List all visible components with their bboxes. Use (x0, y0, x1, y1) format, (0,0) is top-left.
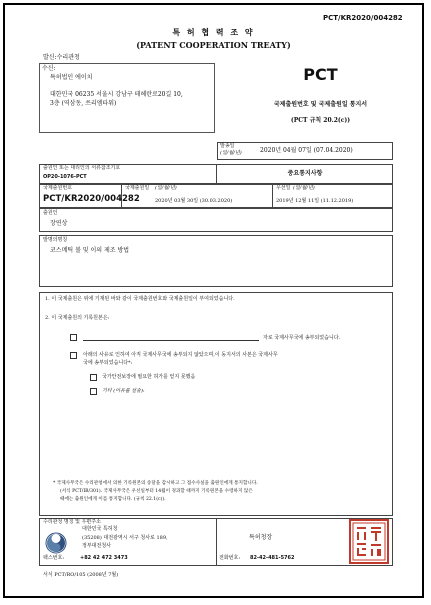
recipient-label: 수신: (42, 65, 56, 72)
office-line3: 정부대전청사 (82, 543, 111, 549)
authorized-officer: 특허청장 (249, 534, 273, 541)
reference-label: 출원인 또는 대리인의 서류참조기호 (43, 165, 121, 171)
recipient-address-line1: 대한민국 06235 서울시 강남구 테헤란로20길 10, (50, 91, 183, 98)
filing-date-label-sub: (일/월/년) (155, 185, 177, 191)
recipient-name: 특허법인 에이치 (50, 74, 93, 81)
invention-value: 코스메틱 볼 및 이의 제조 방법 (50, 247, 130, 254)
footnote-line2: (서식 PCT/IB/301). 국제사무국은 우선일부터 14월이 경과할 때까지 기록원본을 수령하지 않은 (60, 489, 253, 494)
option-not-transmitted-line2: 국에 송부되었습니다*: (83, 360, 133, 366)
reason-security-text: 국가안전보장에 필요한 허가를 얻지 못했음 (102, 374, 196, 380)
form-title-heading: 국제출원번호 및 국제출원일 통지서 (273, 101, 368, 108)
option-transmitted-checkbox[interactable] (70, 334, 77, 341)
reason-security-checkbox[interactable] (90, 374, 97, 381)
notice-item-2: 2. 이 국제출원의 기록원본은: (45, 315, 110, 321)
footnote-line3: 때에는 출원인에게 이를 통지합니다. (규칙 22.1(c)). (60, 497, 166, 502)
form-id: 서식 PCT/RO/105 (2008년 7월) (43, 572, 119, 578)
office-label: 수리관청 명칭 및 우편주소 (43, 519, 101, 525)
option-transmitted-text: 자로 국제사무국에 송부되었습니다. (263, 335, 341, 341)
document-number: PCT/KR2020/004282 (323, 14, 403, 22)
invention-row (39, 235, 393, 287)
reference-value: OP20-1076-PCT (43, 174, 87, 180)
mailing-date-label: 발송일 (220, 143, 235, 149)
notice-item-1: 1. 이 국제출원은 위에 기재된 바와 같이 국제출원번호와 국제출원일이 부여되었습니다. (45, 296, 235, 302)
filing-date-value: 2020년 03월 30일 (30.03.2020) (155, 198, 233, 204)
korea-emblem-icon (45, 532, 67, 554)
priority-date-label-sub: (일/월/년) (293, 185, 315, 191)
office-line1: 대한민국 특허청 (82, 526, 118, 532)
priority-date-value: 2019년 12월 11일 (11.12.2019) (276, 198, 354, 204)
form-title-pct: PCT (303, 65, 338, 84)
fax-value: +82 42 472 3473 (80, 555, 128, 561)
priority-date-label: 우선일 (276, 185, 291, 191)
recipient-address-line2: 3층 (역삼동, 쓰리엠타워) (50, 100, 117, 107)
footer-divider (216, 518, 217, 566)
mailing-date-value: 2020년 04월 07일 (07.04.2020) (260, 147, 353, 154)
application-number-label: 국제출원번호 (43, 185, 72, 191)
important-notice: 중요통지사항 (287, 170, 323, 177)
fax-label: 팩스번호: (43, 555, 65, 561)
office-line2: (35208) 대전광역시 서구 청사로 189, (82, 535, 168, 541)
reason-other-checkbox[interactable] (90, 388, 97, 395)
application-divider-2 (272, 184, 273, 208)
footnote-line1: * 국제사무국은 수리관청에서 의한 기록원본의 송달을 감시하고 그 접수사실을 출원인에게 통지합니다. (53, 481, 258, 486)
option-not-transmitted-checkbox[interactable] (70, 352, 77, 359)
form-title-rule: (PCT 규칙 20.2(c)) (290, 117, 351, 124)
header-title-en: (PATENT COOPERATION TREATY) (136, 40, 291, 50)
phone-value: 82-42-481-5762 (250, 555, 295, 561)
applicant-label: 출원인 (43, 210, 58, 216)
phone-label: 전화번호: (219, 555, 241, 561)
transmitted-date-field[interactable] (83, 340, 259, 341)
official-seal-icon (349, 519, 389, 564)
document-sheet (3, 3, 424, 598)
applicant-value: 장연상 (50, 220, 68, 227)
applicant-row (39, 208, 393, 232)
sender-label: 발신:수리관청 (43, 54, 80, 61)
filing-date-label: 국제출원일 (125, 185, 150, 191)
mailing-date-label-sub: (일/월/년) (220, 150, 242, 156)
header-title-ko: 특 허 협 력 조 약 (172, 27, 255, 37)
reason-other-text: 기타 (이유를 설술): (102, 388, 145, 394)
application-number-value: PCT/KR2020/004282 (43, 194, 140, 204)
option-not-transmitted-line1: 아래의 사유로 인하여 아직 국제사무국에 송부되지 않았으며,이 동지서의 사본은 국제사무 (83, 352, 278, 358)
invention-label: 발명의명칭 (43, 237, 68, 243)
